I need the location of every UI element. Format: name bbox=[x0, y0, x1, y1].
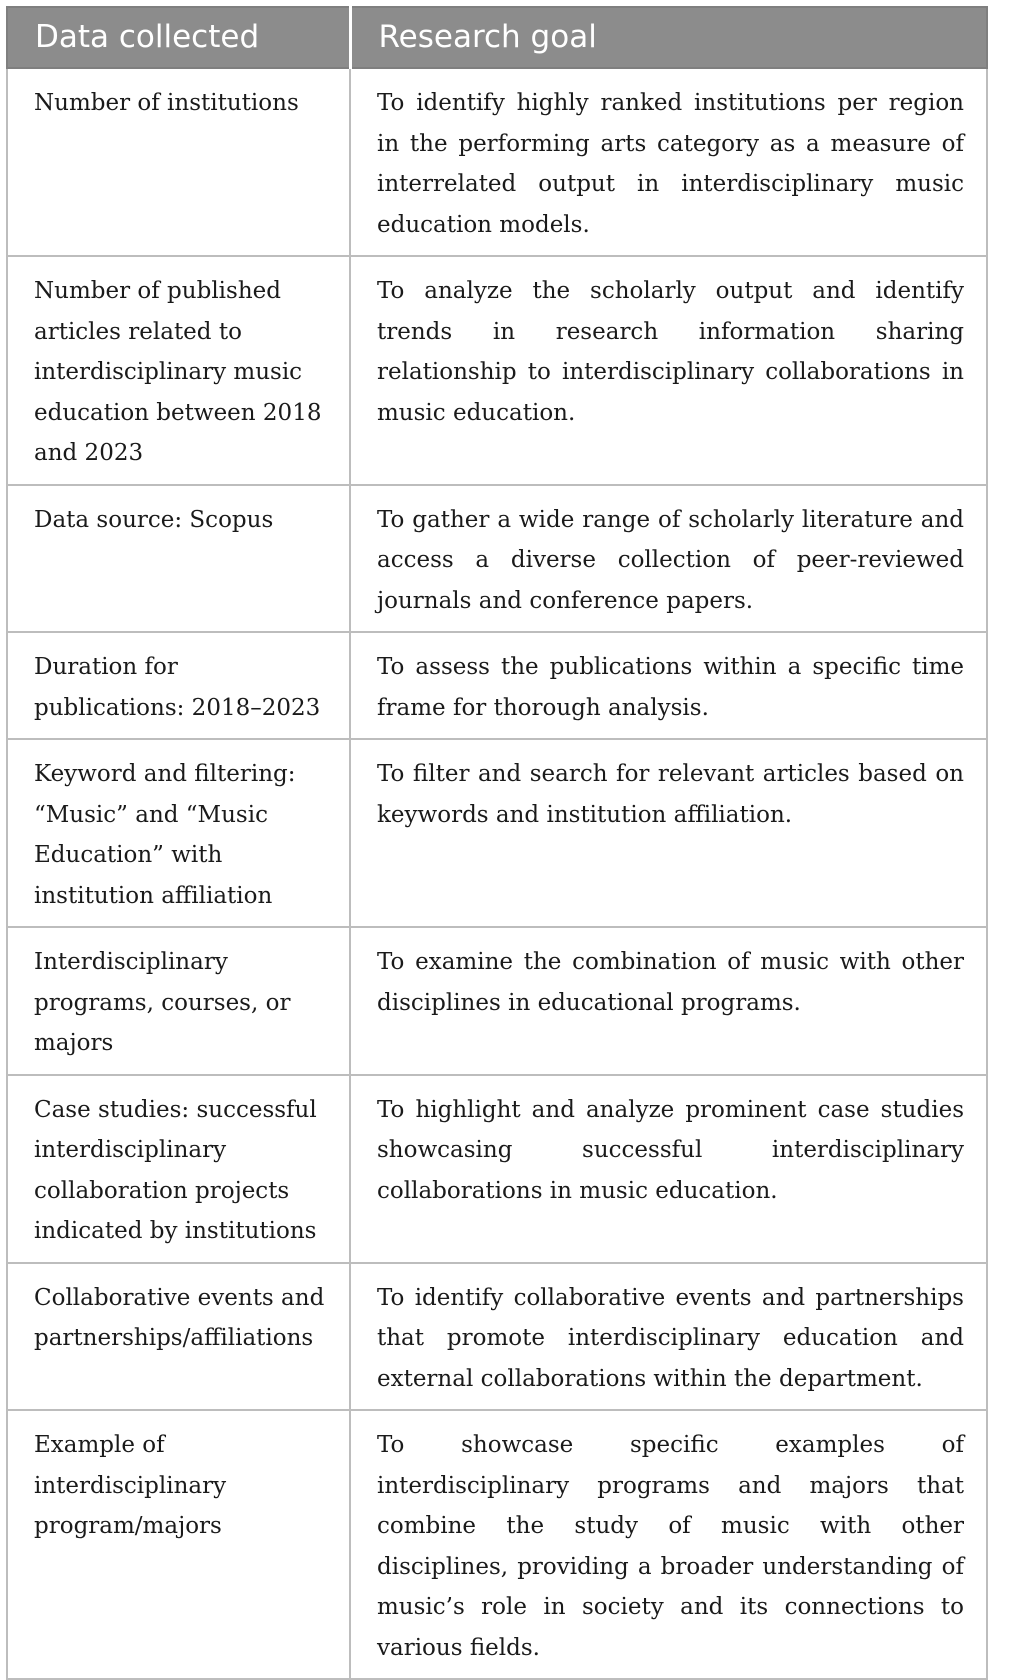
research-goal-cell: To showcase specific examples of interdisciplinary programs and majors that combine the study of music with other disciplines, providing a broader understanding of music’s role in society and its connections to various fields. bbox=[350, 1410, 987, 1679]
table-row bbox=[7, 1075, 987, 1263]
research-goal-cell: To analyze the scholarly output and identify trends in research information sharing relationship to interdisciplinary collaborations in music education. bbox=[350, 256, 987, 485]
data-collected-cell: Keyword and filtering: “Music” and “Music Education” with institution affiliation bbox=[7, 739, 350, 927]
table-row bbox=[7, 927, 987, 1075]
table-row bbox=[7, 68, 987, 256]
header-research-goal: Research goal bbox=[350, 7, 987, 68]
research-table-container bbox=[6, 6, 986, 1680]
research-goal-cell: To identify highly ranked institutions per region in the performing arts category as a measure of interrelated output in interdisciplinary music education models. bbox=[350, 68, 987, 256]
table-row bbox=[7, 256, 987, 485]
research-goal-cell: To identify collaborative events and partnerships that promote interdisciplinary education and external collaborations within the department. bbox=[350, 1263, 987, 1411]
research-goal-cell: To filter and search for relevant articles based on keywords and institution affiliation. bbox=[350, 739, 987, 927]
table-row bbox=[7, 1263, 987, 1411]
data-collected-cell: Duration for publications: 2018–2023 bbox=[7, 632, 350, 739]
data-collected-cell: Case studies: successful interdisciplinary collaboration projects indicated by institutions bbox=[7, 1075, 350, 1263]
data-collected-cell: Number of published articles related to interdisciplinary music education between 2018 and 2023 bbox=[7, 256, 350, 485]
research-goal-cell: To highlight and analyze prominent case studies showcasing successful interdisciplinary collaborations in music education. bbox=[350, 1075, 987, 1263]
research-goal-cell: To examine the combination of music with other disciplines in educational programs. bbox=[350, 927, 987, 1075]
data-collected-cell: Example of interdisciplinary program/majors bbox=[7, 1410, 350, 1679]
table-row bbox=[7, 485, 987, 633]
data-collected-cell: Number of institutions bbox=[7, 68, 350, 256]
data-collection-table bbox=[6, 6, 988, 1680]
table-row bbox=[7, 1410, 987, 1679]
table-body bbox=[7, 68, 987, 1679]
data-collected-cell: Collaborative events and partnerships/affiliations bbox=[7, 1263, 350, 1411]
header-row bbox=[7, 7, 987, 68]
header-data-collected: Data collected bbox=[7, 7, 350, 68]
table-row bbox=[7, 632, 987, 739]
table-row bbox=[7, 739, 987, 927]
research-goal-cell: To assess the publications within a specific time frame for thorough analysis. bbox=[350, 632, 987, 739]
data-collected-cell: Interdisciplinary programs, courses, or majors bbox=[7, 927, 350, 1075]
data-collected-cell: Data source: Scopus bbox=[7, 485, 350, 633]
table-header bbox=[7, 7, 987, 68]
research-goal-cell: To gather a wide range of scholarly literature and access a diverse collection of peer-reviewed journals and conference papers. bbox=[350, 485, 987, 633]
